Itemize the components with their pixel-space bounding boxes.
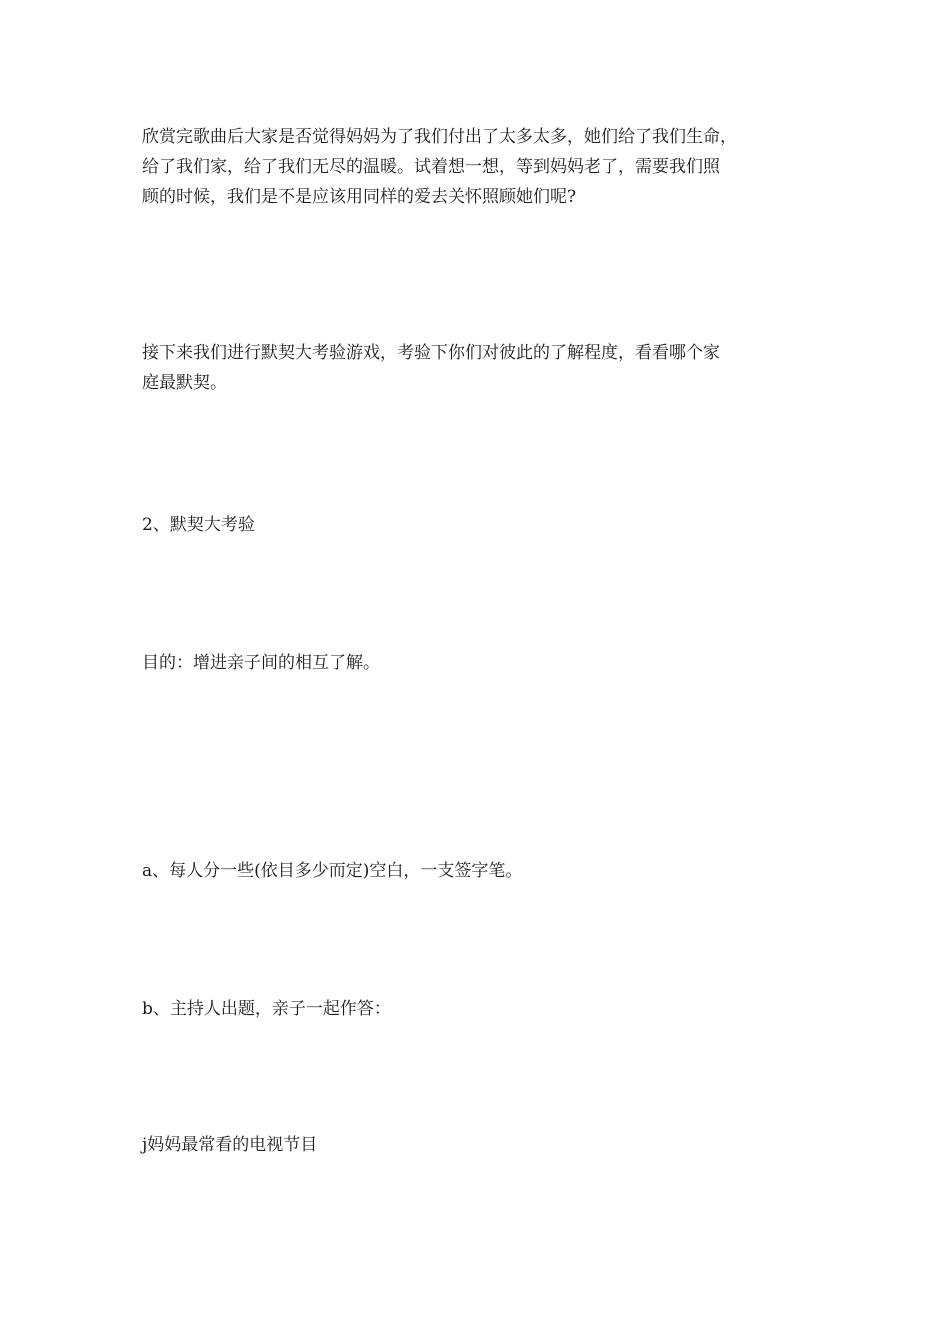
text-line: 欣赏完歌曲后大家是否觉得妈妈为了我们付出了太多太多，她们给了我们生命， [142, 127, 737, 147]
text-line: a、每人分一些(依目多少而定)空白，一支签字笔。 [142, 861, 523, 881]
text-line: 给了我们家，给了我们无尽的温暖。试着想一想，等到妈妈老了，需要我们照 [142, 157, 720, 177]
list-item-b [142, 994, 822, 1024]
paragraph-song-reflection [142, 122, 822, 212]
list-item-question [142, 1130, 822, 1160]
text-line: 庭最默契。 [142, 373, 227, 393]
text-line: 目的：增进亲子间的相互了解。 [142, 653, 380, 673]
paragraph-game-intro [142, 338, 822, 398]
text-line: 顾的时候，我们是不是应该用同样的爱去关怀照顾她们呢? [142, 187, 577, 207]
paragraph-purpose [142, 648, 822, 678]
list-item-a [142, 856, 822, 886]
text-line: b、主持人出题，亲子一起作答： [142, 999, 391, 1019]
text-line: 2、默契大考验 [142, 515, 255, 535]
section-heading [142, 510, 822, 540]
text-line: j妈妈最常看的电视节目 [142, 1135, 318, 1155]
text-line: 接下来我们进行默契大考验游戏，考验下你们对彼此的了解程度，看看哪个家 [142, 343, 720, 363]
